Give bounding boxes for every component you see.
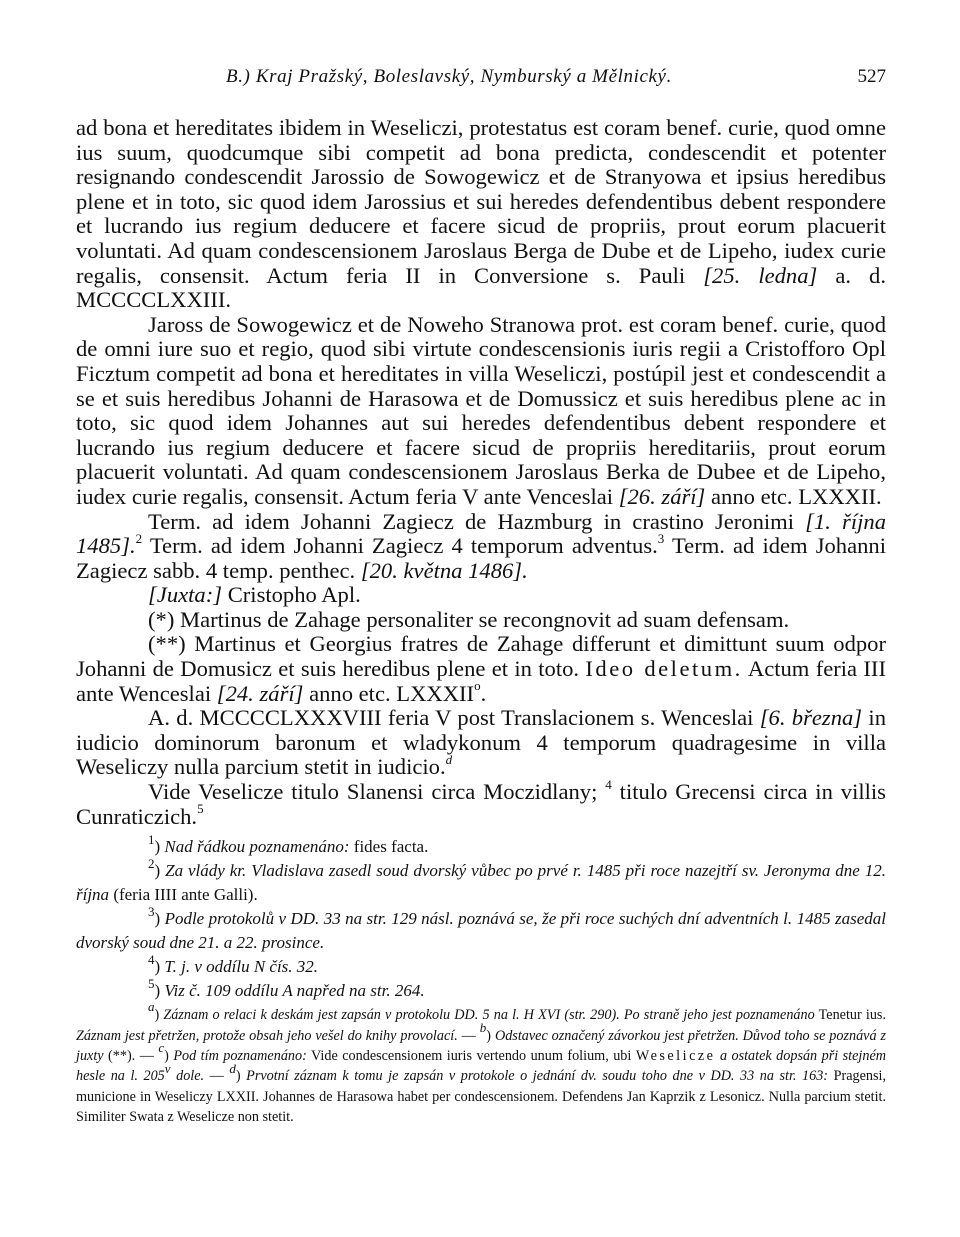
note-a-italic-2: Záznam jest přetržen, protože obsah jeho vešel do knihy provolací. — [76, 1027, 458, 1044]
note-b-italic: Odstavec označený závorkou jest přetržen. Důvod toho se poznává z juxty — [76, 1027, 887, 1065]
paragraph-8 — [76, 776, 886, 829]
footnote-5: $^5$) Viz č. 109 oddílu A napřed na str. 264. — [148, 975, 425, 1001]
note-a-mark: a — [148, 999, 155, 1015]
paragraph-6-text-a: (**) Martinus et Georgius fratres de Zahage differunt et dimittunt suum odpor Johanni de Domusicz et suis heredibus plene et in toto. — [76, 631, 886, 682]
note-ref-d: d — [445, 751, 453, 767]
footnote-5-mark: 5 — [148, 975, 155, 991]
footnote-ref-2: 2 — [135, 530, 143, 546]
paragraph-7-date: [6. března] — [759, 705, 863, 731]
note-d-text: Pragensi, municione in Weseliczy LXXII. Johannes de Harasowa habet per condescensionem. Defendens Jan Kaprzik z Lesonicz. Nulla parcium stetit. Similiter Swata z Weselicze non stetit. — [76, 1068, 886, 1126]
note-b-text: (**). — — [103, 1048, 159, 1065]
paragraph-3-date-2: [20. května 1486]. — [360, 557, 528, 583]
juxta-label: [Juxta:] — [148, 582, 223, 608]
note-c-text: Vide condescensionem iuris vertendo unum folium, ubi — [306, 1048, 636, 1065]
footnote-3-mark: 3 — [148, 903, 155, 919]
footnote-4-italic: T. j. v oddílu N čís. 32. — [164, 957, 319, 977]
lettered-notes-paragraph: $^a$) Záznam o relaci k deskám jest zapsán v protokolu DD. 5 na l. H XVI (str. 290). Po straně jeho jest poznamenáno Tenetur ius. Záznam jest přetržen, protože obsah jeho vešel do knihy provolací. — $^b$) Odstavec označený závorkou jest přetržen. Důvod toho se poznává z juxty (**). — $^c$) Pod tím poznamenáno: Vide condescensionem iuris vertendo unum folium, ubi Weselicze a ostatek dopsán při stejném hesle na l. 205$^v$ dole. — $^d$) Prvotní záznam k tomu je zapsán v protokole o jednání dv. soudu toho dne v DD. 33 na str. 163: Pragensi, municione in Weseliczy LXXII. Johannes de Harasowa habet per condescensionem. Defendens Jan Kaprzik z Lesonicz. Nulla parcium stetit. Similiter Swata z Weselicze non stetit. — [76, 999, 887, 1126]
paragraph-6-spaced: Ideo deletum. — [585, 656, 743, 682]
paragraph-3 — [76, 510, 886, 584]
document-page — [76, 62, 886, 1128]
paragraph-3-date-1: [1. října 1485]. — [76, 508, 886, 559]
juxta-text: Cristopho Apl. — [222, 582, 361, 608]
paragraph-6-text-b: Actum feria III ante Wenceslai — [76, 656, 886, 706]
note-c-mark: c — [158, 1040, 165, 1056]
paragraph-2-text: Jaross de Sowogewicz et de Noweho Stranowa prot. est coram benef. curie, quod de omni iure suo et regio, quod sibi virtute condescensionis iuris regii a Cristofforo Opl Ficztum competit ad bona et hereditates in villa Weseliczi, postúpil jest et condescendit a se et suis heredibus Johanni de Harasowa et de Domussicz et suis heredibus plene ac in toto, sic quod idem Johannes aut sui heredes defendentibus debent respondere et lucrando ius regium deducere et facere sicud de propriis hereditariis, prout eorum placuerit voluntati. Ad quam condescensionem Jaroslaus Berka de Dubee et de Lipeho, iudex curie regalis, consensit. Actum feria V ante Venceslai — [76, 311, 886, 509]
footnote-1-text: fides facta. — [349, 837, 429, 857]
paragraph-5: (*) Martinus de Zahage personaliter se recongnovit ad suam defensam. — [148, 606, 790, 632]
paragraph-6 — [76, 632, 886, 706]
footnote-1-mark: 1 — [148, 831, 155, 847]
footnote-2-mark: 2 — [148, 855, 155, 871]
footnote-2: $^2$) Za vlády kr. Vladislava zasedl soud dvorský vůbec po prvé r. 1485 při roce nazejtří sv. Jeronyma dne 12. října (feria IIII ante Galli). — [76, 855, 886, 905]
note-a-dash: — — [457, 1027, 480, 1044]
footnote-1: $^1$) Nad řádkou poznamenáno: fides facta. — [148, 831, 429, 857]
running-header — [76, 62, 886, 92]
paragraph-8-text-b: titulo Grecensi circa in villis Cunraticzich. — [76, 779, 886, 829]
note-b-mark: b — [479, 1019, 487, 1035]
header-title: B.) Kraj Pražský, Boleslavský, Nymburský a Mělnický. — [226, 66, 672, 87]
paragraph-6-date: [24. září] — [216, 680, 304, 706]
footnote-ref-3: 3 — [657, 530, 665, 546]
paragraph-2-end: anno etc. LXXXII. — [705, 483, 882, 509]
footnote-2-italic: Za vlády kr. Vladislava zasedl soud dvorský vůbec po prvé r. 1485 při roce nazejtří sv. Jeronyma dne 12. října — [76, 861, 886, 905]
footnote-4: $^4$) T. j. v oddílu N čís. 32. — [148, 951, 319, 977]
note-a-text: Tenetur ius. — [814, 1007, 886, 1024]
note-a-italic-1: Záznam o relaci k deskám jest zapsán v protokolu DD. 5 na l. H XVI (str. 290). Po straně jeho jest poznamenáno — [163, 1007, 815, 1024]
paragraph-8-text-a: Vide Veselicze titulo Slanensi circa Moczidlany; — [148, 779, 606, 805]
paragraph-1-text: ad bona et hereditates ibidem in Weseliczi, protestatus est coram benef. curie, quod omne ius suum, quodcumque sibi competit ad bona predicta, condescendit et potenter resignando condescendit Jarossio de Sowogewicz et de Stranyowa et ipsius heredibus plene et in toto, sic quod idem Jarossius et sui heredes defendentibus debent respondere et lucrando ius regium deducere et facere sicud de propriis, prout eorum placuerit voluntati. Ad quam condescensionem Jaroslaus Berga de Dube et de Lipeho, iudex curie regalis, consensit. Actum feria II in Conversione s. Pauli — [76, 115, 886, 288]
main-text — [76, 116, 886, 829]
note-c-spaced: Weselicze — [635, 1048, 716, 1065]
note-c-sup: v — [164, 1060, 171, 1076]
paragraph-7 — [76, 706, 886, 780]
paragraph-1-date: [25. ledna] — [703, 262, 818, 288]
footnote-ref-5: 5 — [197, 801, 204, 817]
paragraph-3-text-c: Term. ad idem Johanni Zagiecz sabb. 4 temp. penthec. — [76, 533, 886, 583]
footnote-4-mark: 4 — [148, 951, 155, 967]
paragraph-1 — [76, 116, 886, 313]
paragraph-7-text-b: in iudicio dominorum baronum et wladykonum 4 temporum quadragesime in villa Weseliczy nulla parcium stetit in iudicio. — [76, 705, 886, 780]
footnote-3-italic: Podle protokolů v DD. 33 na str. 129 násl. poznává se, že při roce suchých dní adventních l. 1485 zasedal dvorský soud dne 21. a 22. prosince. — [76, 909, 886, 953]
footnote-5-italic: Viz č. 109 oddílu A napřed na str. 264. — [164, 981, 425, 1001]
footnote-3: $^3$) Podle protokolů v DD. 33 na str. 129 násl. poznává se, že při roce suchých dní adventních l. 1485 zasedal dvorský soud dne 21. a 22. prosince. — [76, 903, 886, 953]
paragraph-6-dot: . — [480, 680, 487, 706]
footnote-ref-4: 4 — [605, 776, 612, 792]
note-c-dash: — — [204, 1068, 230, 1085]
footnote-2-text: (feria IIII ante Galli). — [109, 885, 258, 905]
note-c-italic-3: dole. — [170, 1068, 205, 1085]
numbered-footnotes — [76, 831, 886, 1003]
paragraph-3-text-b: Term. ad idem Johanni Zagiecz 4 temporum adventus. — [142, 533, 658, 559]
note-d-mark: d — [229, 1060, 236, 1076]
paragraph-1-end: a. d. MCCCCLXXIII. — [76, 262, 886, 313]
paragraph-6-end: anno etc. LXXXII — [303, 680, 475, 706]
paragraph-2-date: [26. září] — [618, 483, 706, 509]
paragraph-7-text-a: A. d. MCCCCLXXXVIII feria V post Translacionem s. Wenceslai — [148, 705, 760, 731]
note-c-italic-2: a ostatek dopsán při stejném hesle na l. 205 — [76, 1048, 886, 1085]
paragraph-2 — [76, 313, 886, 510]
paragraph-4 — [76, 583, 886, 608]
note-d-italic: Prvotní záznam k tomu je zapsán v protokole o jednání dv. soudu toho dne v DD. 33 na str. 163: — [246, 1068, 829, 1085]
paragraph-3-text-a: Term. ad idem Johanni Zagiecz de Hazmburg in crastino Jeronimi — [148, 508, 806, 534]
lettered-notes — [76, 999, 887, 1127]
note-c-italic: Pod tím poznamenáno: — [173, 1048, 307, 1065]
paragraph-6-sup: o — [474, 678, 481, 694]
page-number: 527 — [857, 66, 886, 87]
footnote-1-italic: Nad řádkou poznamenáno: — [164, 837, 350, 857]
